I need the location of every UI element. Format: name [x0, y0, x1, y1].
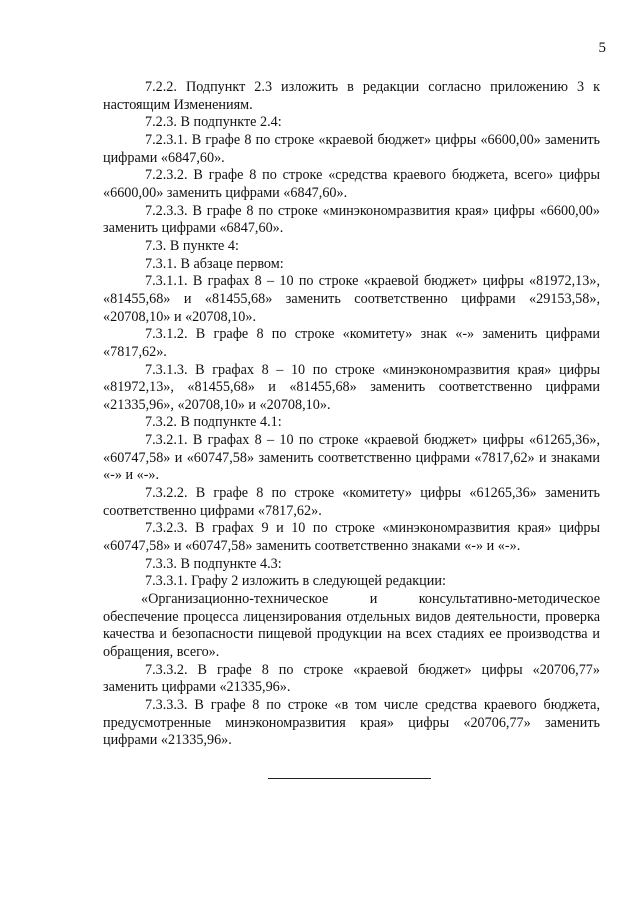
- paragraph-7-3-1-3: 7.3.1.3. В графах 8 – 10 по строке «минэкономразвития края» цифры «81972,13», «81455,68» и «81455,68» заменить соответственно цифрами «21335,96», «20708,10» и «20708,10».: [103, 361, 600, 413]
- quoted-column-text: «Организационно-техническое и консультативно-методическое обеспечение процесса лицензирования отдельных видов деятельности, проверка качества и безопасности пищевой продукции на всех стадиях ее производства и обращения, всего».: [103, 591, 600, 660]
- paragraph-7-3: 7.3. В пункте 4:: [145, 237, 239, 254]
- paragraph-7-3-3-2: 7.3.3.2. В графе 8 по строке «краевой бюджет» цифры «20706,77» заменить цифрами «21335,96».: [103, 661, 600, 696]
- document-body: [103, 79, 600, 750]
- page-number: 5: [598, 40, 606, 56]
- paragraph-7-3-2: 7.3.2. В подпункте 4.1:: [145, 414, 282, 431]
- paragraph-7-2-3-2: 7.2.3.2. В графе 8 по строке «средства краевого бюджета, всего» цифры «6600,00» заменить цифрами «6847,60».: [103, 167, 600, 201]
- paragraph-7-2-3-1: 7.2.3.1. В графе 8 по строке «краевой бюджет» цифры «6600,00» заменить цифрами «6847,60».: [103, 131, 600, 166]
- paragraph-7-2-2: 7.2.2. Подпункт 2.3 изложить в редакции согласно приложению 3 к настоящим Изменениям.: [103, 79, 600, 113]
- paragraph-7-2-3-3: 7.2.3.3. В графе 8 по строке «минэкономразвития края» цифры «6600,00» заменить цифрами «6847,60».: [103, 202, 600, 237]
- paragraph-7-3-3-1: 7.3.3.1. Графу 2 изложить в следующей редакции:: [145, 573, 446, 590]
- paragraph-7-3-3-3: 7.3.3.3. В графе 8 по строке «в том числе средства краевого бюджета, предусмотренные минэкономразвития края» цифры «20706,77» заменить цифрами «21335,96».: [103, 696, 600, 749]
- paragraph-7-3-2-1: 7.3.2.1. В графах 8 – 10 по строке «краевой бюджет» цифры «61265,36», «60747,58» и «60747,58» заменить соответственно цифрами «7817,62» и знаками «-» и «-».: [103, 432, 600, 484]
- paragraph-7-3-2-2: 7.3.2.2. В графе 8 по строке «комитету» цифры «61265,36» заменить соответственно цифрами «7817,62».: [103, 485, 600, 519]
- paragraph-7-3-1-1: 7.3.1.1. В графах 8 – 10 по строке «краевой бюджет» цифры «81972,13», «81455,68» и «81455,68» заменить соответственно цифрами «29153,58», «20708,10» и «20708,10».: [103, 273, 600, 325]
- paragraph-7-3-2-3: 7.3.2.3. В графах 9 и 10 по строке «минэкономразвития края» цифры «60747,58» и «60747,58» заменить соответственно знаками «-» и «-».: [103, 520, 600, 555]
- closing-rule: [268, 778, 431, 779]
- paragraph-7-3-1-2: 7.3.1.2. В графе 8 по строке «комитету» знак «-» заменить цифрами «7817,62».: [103, 326, 600, 360]
- paragraph-7-3-3: 7.3.3. В подпункте 4.3:: [145, 555, 282, 572]
- paragraph-7-2-3: 7.2.3. В подпункте 2.4:: [145, 114, 282, 131]
- paragraph-7-3-1: 7.3.1. В абзаце первом:: [145, 255, 284, 272]
